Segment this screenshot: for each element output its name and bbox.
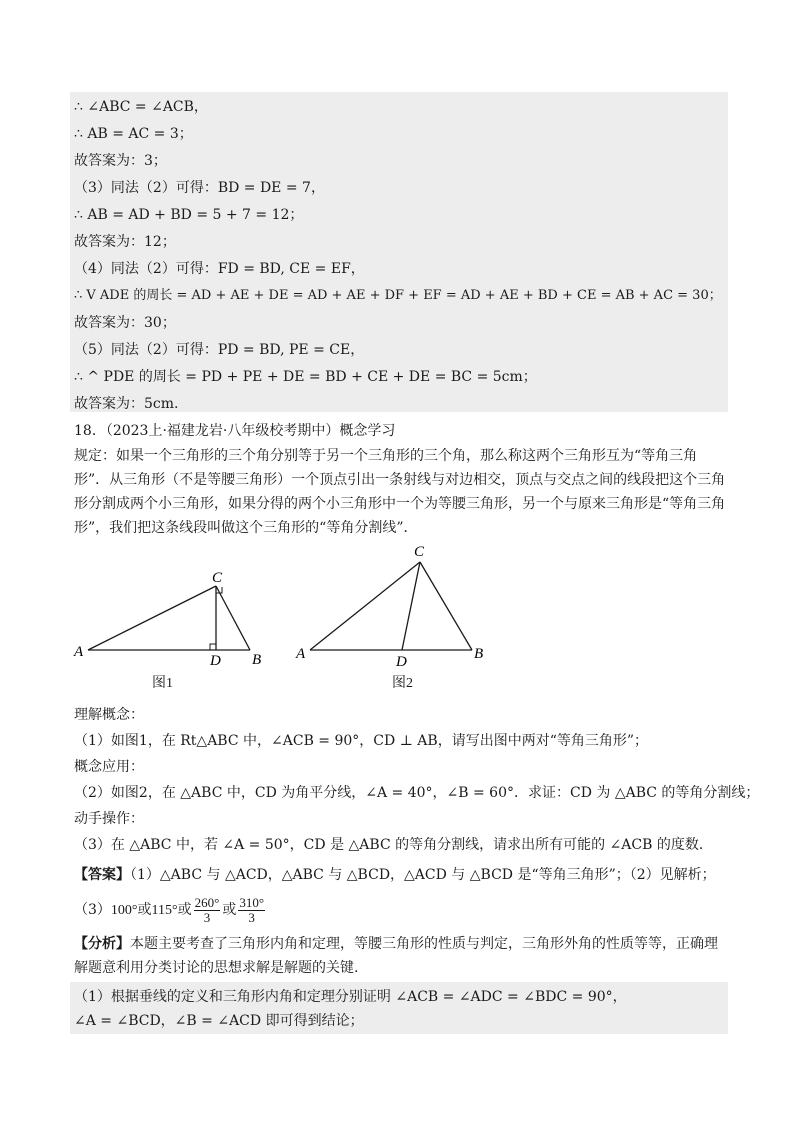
question-item: （3）在 △ABC 中，若 ∠A = 50°，CD 是 △ABC 的等角分割线，请求出所有可能的 ∠ACB 的度数． (74, 837, 713, 853)
label-d: D (210, 653, 221, 669)
analysis-text: 本题主要考查了三角形内角和定理，等腰三角形的性质与判定，三角形外角的性质等等，正确理解题意利用分类讨论的思想求解是解题的关键. (74, 936, 718, 976)
solution-line: （5）同法（2）可得：PD = BD, PE = CE， (74, 342, 365, 358)
answer-fraction: $\frac{310^\circ}{3}$ (239, 894, 265, 925)
side-bc (420, 562, 472, 650)
solution-line: ∴ ∠ABC = ∠ACB， (74, 99, 208, 115)
label-b: B (252, 652, 262, 668)
figure-2 (292, 540, 502, 670)
figure-1-caption: 图1 (152, 676, 173, 691)
analysis-line: （1）根据垂线的定义和三角形内角和定理分别证明 ∠ACB = ∠ADC = ∠BDC = 90°， (74, 989, 627, 1005)
solution-line: （4）同法（2）可得：FD = BD, CE = EF， (74, 261, 365, 277)
answer-fraction: $\frac{260^\circ}{3}$ (194, 894, 220, 925)
answer-value: 100° (110, 903, 138, 918)
answer-value: 115° (151, 903, 178, 918)
answer-or: 或 (177, 902, 192, 918)
label-c: C (414, 544, 425, 560)
analysis-label: 【分析】 (74, 936, 130, 952)
question-header: 18．（2023上·福建龙岩·八年级校考期中）概念学习 (74, 423, 396, 439)
figure-2-caption: 图2 (392, 676, 413, 691)
solution-line: ∴ ^ PDE 的周长 = PD + PE + DE = BD + CE + DE = BC = 5cm； (74, 369, 537, 385)
solution-line: 故答案为：3； (74, 153, 167, 169)
analysis-paragraph (74, 932, 726, 980)
question-item: 理解概念： (74, 707, 144, 723)
side-ac (310, 562, 420, 650)
question-item: 概念应用： (74, 759, 144, 775)
answer-line-2 (74, 890, 724, 930)
solution-line: ∴ AB = AC = 3； (74, 126, 193, 142)
solution-line: 故答案为：12； (74, 234, 176, 250)
question-item: 动手操作： (74, 811, 144, 827)
right-angle-mark-d (210, 644, 216, 650)
solution-line: （3）同法（2）可得：BD = DE = 7， (74, 180, 325, 196)
analysis-line: ∠A = ∠BCD，∠B = ∠ACD 即可得到结论； (74, 1013, 364, 1029)
answer-or: 或 (222, 902, 237, 918)
label-a: A (74, 644, 84, 660)
answer-or: 或 (137, 902, 152, 918)
label-c: C (212, 570, 223, 586)
label-a: A (296, 646, 306, 662)
question-paragraph: 规定：如果一个三角形的三个角分别等于另一个三角形的三个角，那么称这两个三角形互为“等角三角形”．从三角形（不是等腰三角形）一个顶点引出一条射线与对边相交，顶点与交点之间的线段把这个三角形分割成两个小三角形，如果分得的两个小三角形中一个为等腰三角形，另一个与原来三角形是“等角三角形”，我们把这条线段叫做这个三角形的“等角分割线”． (74, 448, 726, 536)
side-bc (216, 586, 250, 650)
answer-text: （1）△ABC 与 △ACD，△ABC 与 △BCD，△ACD 与 △BCD 是“等角三角形”；（2）见解析； (130, 867, 716, 883)
answer-label: 【答案】 (74, 867, 130, 883)
bisector-cd (402, 562, 420, 650)
question-item: （2）如图2，在 △ABC 中，CD 为角平分线，∠A = 40°，∠B = 60°．求证：CD 为 △ABC 的等角分割线； (74, 785, 760, 801)
label-d: D (396, 654, 407, 670)
figure-1 (72, 568, 272, 678)
solution-line: ∴ AB = AD + BD = 5 + 7 = 12； (74, 207, 304, 223)
solution-line: 故答案为：30； (74, 315, 176, 331)
side-ac (88, 586, 216, 650)
answer-line (74, 866, 724, 884)
answer-prefix: （3） (74, 902, 111, 918)
solution-line: ∴ V ADE 的周长 = AD + AE + DE = AD + AE + DF + EF = AD + AE + BD + CE = AB + AC = 30； (74, 288, 722, 303)
question-item: （1）如图1，在 Rt△ABC 中，∠ACB = 90°，CD ⊥ AB，请写出图中两对“等角三角形”； (74, 733, 649, 749)
solution-line: 故答案为：5cm. (74, 396, 179, 412)
label-b: B (474, 646, 484, 662)
